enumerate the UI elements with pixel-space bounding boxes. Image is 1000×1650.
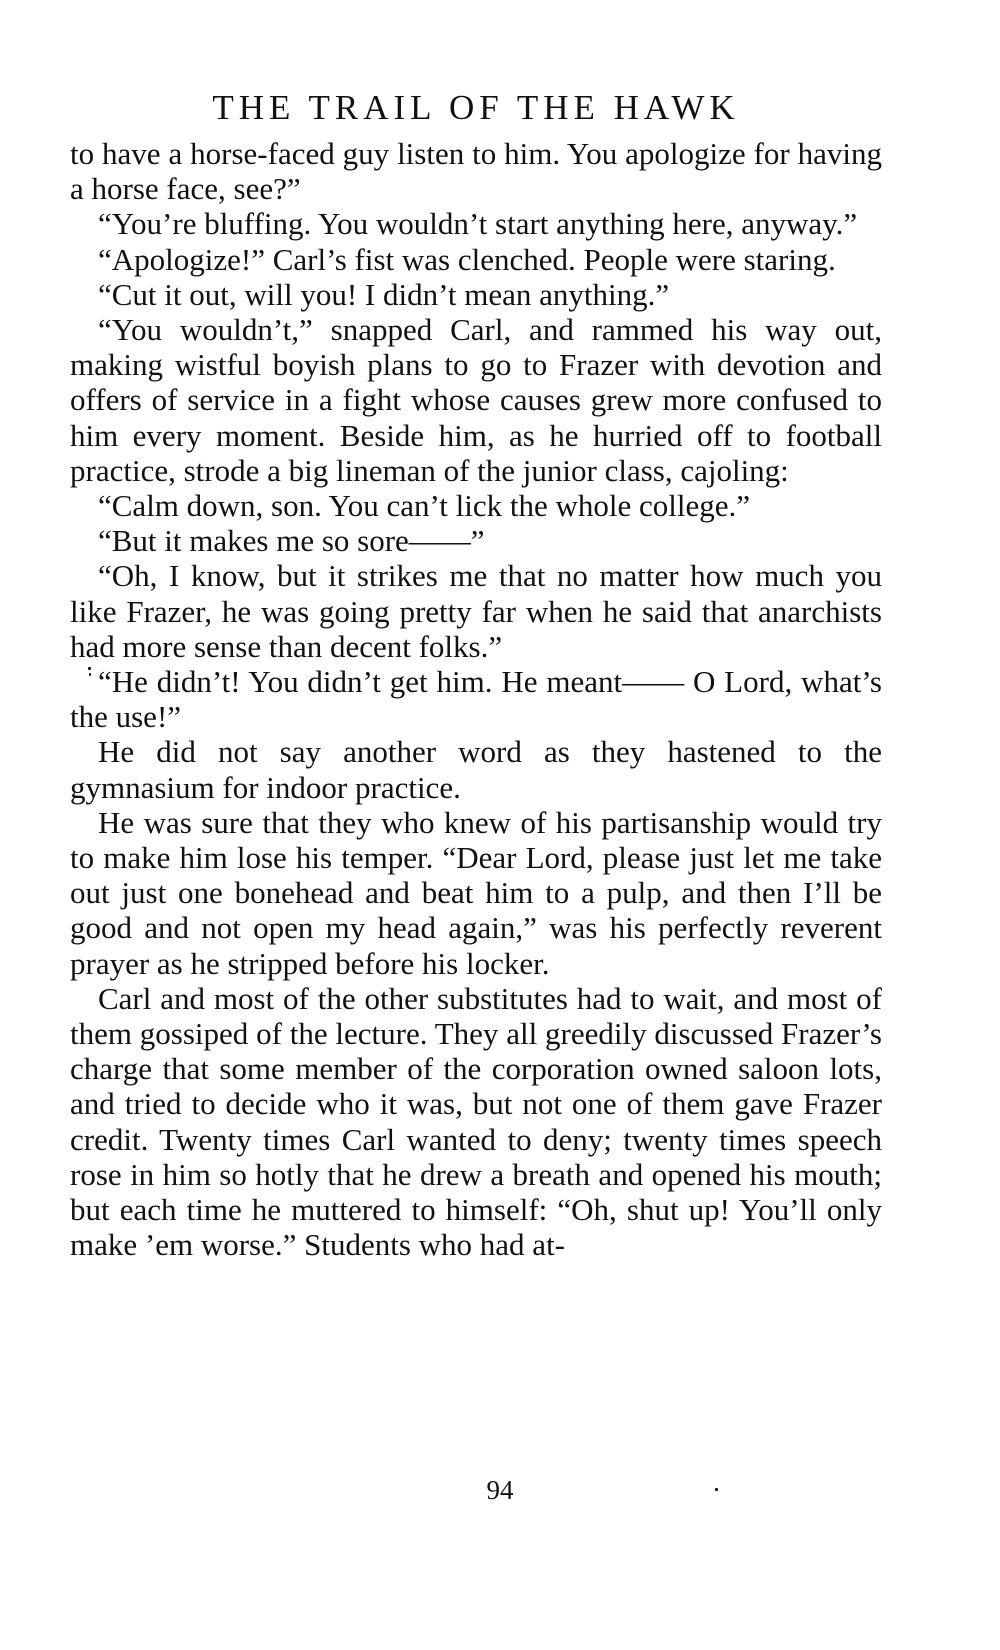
book-page bbox=[70, 88, 882, 1263]
body-text bbox=[70, 136, 882, 1263]
paragraph-5: “You wouldn’t,” snapped Carl, and rammed his way out, making wistful boyish plans to go to Frazer with devotion and offers of service in a fight whose causes grew more confused to him every moment. Beside him, as he hurried off to football practice, strode a big lineman of the junior class, cajoling: bbox=[70, 312, 882, 488]
paragraph-4: “Cut it out, will you! I didn’t mean anything.” bbox=[98, 276, 670, 312]
paragraph-9: “He didn’t! You didn’t get him. He meant—— O Lord, what’s the use!” bbox=[70, 664, 882, 735]
paragraph-2: “You’re bluffing. You wouldn’t start anything here, anyway.” bbox=[98, 206, 858, 242]
paragraph-6: “Calm down, son. You can’t lick the whole college.” bbox=[98, 488, 751, 524]
paragraph-10: He did not say another word as they hastened to the gymnasium for indoor practice. bbox=[70, 734, 882, 805]
print-speck bbox=[89, 673, 91, 676]
paragraph-12: Carl and most of the other substitutes had to wait, and most of them gossiped of the lecture. They all greedily discussed Frazer’s charge that some member of the corporation owned saloon lots, and tried to decide who it was, but not one of them gave Frazer credit. Twenty times Carl wanted to deny; twenty times speech rose in him so hotly that he drew a breath and opened his mouth; but each time he muttered to himself: “Oh, shut up! You’ll only make ’em worse.” Students who had at- bbox=[70, 980, 882, 1263]
running-head: THE TRAIL OF THE HAWK bbox=[212, 88, 740, 127]
paragraph-11: He was sure that they who knew of his partisanship would try to make him lose his temper. “Dear Lord, please just let me take out just one bonehead and beat him to a pulp, and then I’ll be good and not open my head again,” was his perfectly reverent prayer as he stripped before his locker. bbox=[70, 804, 882, 981]
paragraph-1: to have a horse-faced guy listen to him. You apologize for having a horse face, see?” bbox=[70, 136, 882, 207]
print-speck bbox=[88, 667, 91, 670]
page-number: 94 bbox=[486, 1475, 514, 1505]
paragraph-8: “Oh, I know, but it strikes me that no matter how much you like Frazer, he was going pretty far when he said that anarchists had more sense than decent folks.” bbox=[70, 558, 882, 664]
paragraph-3: “Apologize!” Carl’s fist was clenched. People were staring. bbox=[98, 241, 836, 277]
paragraph-7: “But it makes me so sore——” bbox=[98, 523, 485, 559]
